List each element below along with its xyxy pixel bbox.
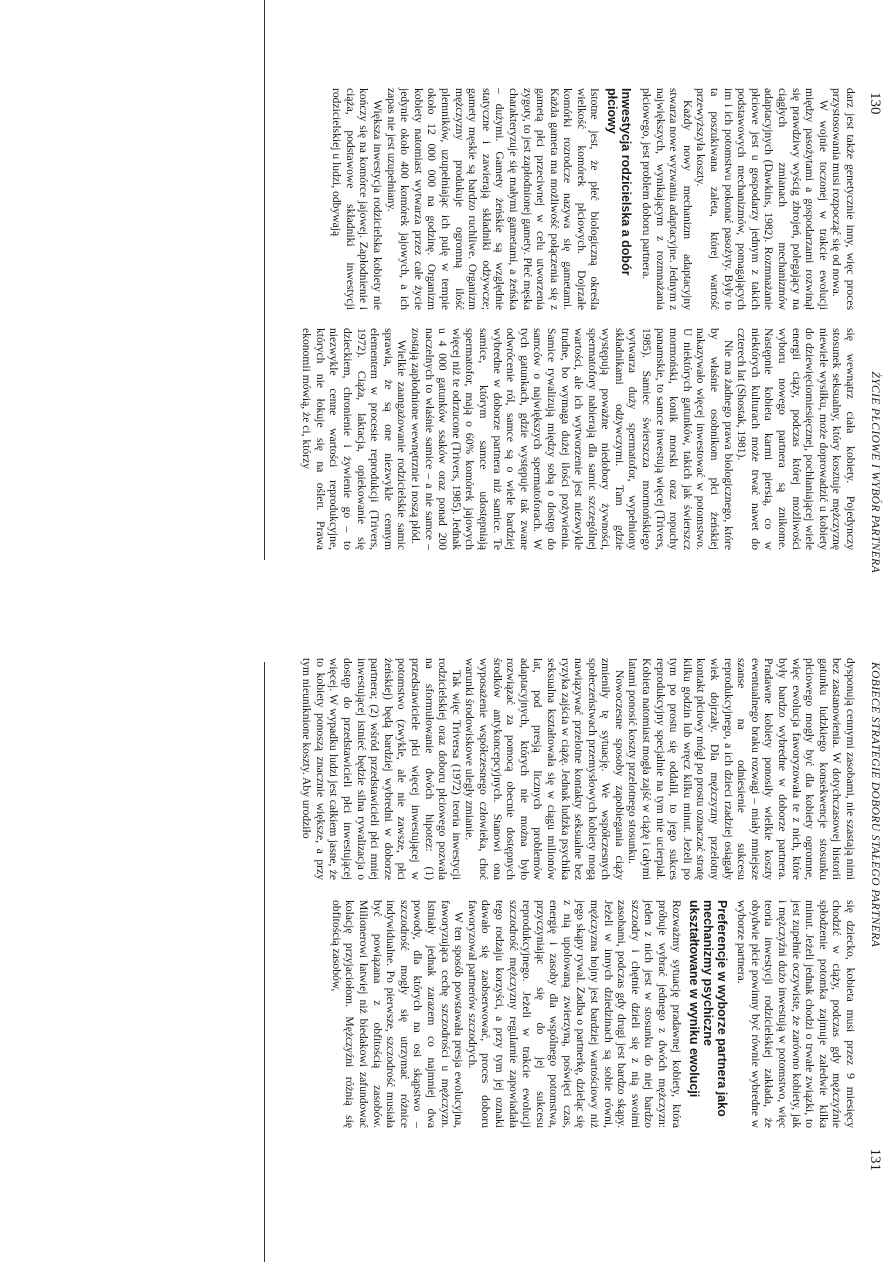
left-page bbox=[0, 0, 893, 631]
paragraph: Tak więc Triversa (1972) teoria inwestycji rodzicielskiej oraz doboru płciowego pozwala na sformułowanie dwóch hipotez: (1) przedstawiciele płci więcej inwestującej w potomstwo (zwykle, ale nie zawsze, płci żeńskiej) będą bardziej wybredni w doborze partnera; (2) wśród przedstawicieli płci mniej inwestującej istnieć będzie silna rywalizacja o dostęp do przedstawicieli płci inwestującej więcej. W wypadku ludzi jest całkiem jasne, że to kobiety ponoszą znacznie większe, a przy tym nieuniknione koszty. Aby urodziło bbox=[300, 658, 463, 880]
section-heading: Inwestycja rodzicielska a dobór płciowy bbox=[605, 88, 634, 276]
header-rule bbox=[264, 662, 265, 1262]
paragraph: darz jest także genetycznie inny, więc proces przystosowania musi rozpocząć się od nowa. bbox=[830, 88, 857, 310]
paragraph: W ten sposób powstawała presja ewolucyjna, faworyzująca cechę szczodrości u mężczyzn. Istniały jednak zarazem co najmniej dwa powody, dla których na osi skąpstwo – szczodrość mogły się utrzymać różnice indywidualne. Po pierwsze, szczodrość musiała być powiązana z obfitością zasobów. Milionerowi łatwiej niż biedakowi zafundować kolację przyjaciołom. Mężczyźni różnią się obfitością zasobów, bbox=[329, 900, 466, 1128]
paragraph: Wielkie zaangażowanie rodzicielskie samic sprawia, że są one niezwykle cennym elementem w procesie reprodukcji (Trivers, 1972). Ciąża, laktacja, opiekowanie się dzieckiem, chronienie i żywienie go – to niezwykle cenne wartości reprodukcyjne, których nie łokuje się na ośleп. Prawa ekonomii mówią, że ci, którzy bbox=[300, 328, 409, 550]
paragraph: Nie ma żadnego prawa biologicznego, które by właśnie osobnikom płci żeńskiej nakazywało więcej inwestować w potomstwo. U niektórych gatunków, takich jak świerszcz mormoński, konik morski oraz ropuchy panamskie, to samce inwestują więcej (Trivers, 1985). Samiec świerszcza mormońskiego wytwarza duży spermatofor, wypełniony składnikami odżywczymi. Tam gdzie występują poważne niedobory żywności, spermatofory nabierają dla samic szczególnej wartości, ale ich wytworzenie jest niezwykle trudne, bo wymaga dużej ilości pożywienia. Samice rywalizują między sobą o dostęp do samców o największych spermatoforach. W tych gatunkach, gdzie występuje tak zwane odwrócenie ról, samce są o wiele bardziej wybredne w doborze partnera niż samice. Te samice, którym samce udostępniają spermatofor, mają o 60% komórek jajowych więcej niż te odrzucone (Trivers, 1985). Jednak u 4 000 gatunków ssaków oraz ponad 200 naczelnych to właśnie samice – a nie samce – zostają zapłodnione wewnętrznie i noszą płód. bbox=[409, 328, 735, 550]
paragraph: Nowoczesne sposoby zapobiegania ciąży zmieniły tę sytuację. We współczesnych społeczeństwach przemysłowych kobiety mogą nawiązywać przelotne kontakty seksualne bez ryzyka zajścia w ciążę. Jednak ludzka psychika seksualna kształtowała się w ciągu milionów lat, pod presją licznych problemów adaptacyjnych, których nie można było rozwiązać za pomocą obecnie dostępnych środków antykoncepcyjnych. Stanowi ona wyposażenie współczesnego człowieka, choć warunki środowiskowe uległy zmianie. bbox=[463, 658, 626, 880]
right-page bbox=[0, 632, 893, 1263]
text-column bbox=[329, 900, 857, 1128]
page-number: 130 bbox=[867, 92, 883, 115]
paragraph: W wojnie toczonej w trakcie ewolucji między pasożytami a gospodarzami rozwinął się prawdziwy wyścig zbrojeń, polegający na ciągłych zmianach mechanizmów adaptacyjnych (Dawkins, 1982). Rozmnażanie płciowe jest u gospodarzy jednym z takich podstawowych mechanizmów, pomagających im i ich potomstwu pokonać pasożyty. Były to ta poszukiwana zaleta, której wartość przewyższyła koszty. bbox=[694, 88, 830, 310]
paragraph: się dziecko, kobieta musi przez 9 miesięcy chodzić w ciąży, podczas gdy mężczyźnie spłodzenie potomka zajmuje zaledwie kilka minut. Jeżeli jednak chodzi o trwałe związki, to jest zupełnie oczywiste, że zarówno kobiety, jak i mężczyźni dużo inwestują w potomstwo, więc teoria inwestycji rodzicielskiej zakłada, że obydwie płcie powinny być równie wybredne w wyborze partnera. bbox=[735, 900, 857, 1128]
text-column bbox=[300, 328, 857, 550]
header-rule bbox=[264, 0, 265, 560]
section-heading: Preferencje w wyborze partnera jako mechanizmy psychiczne ukształtowane w wyniku ewolucji bbox=[686, 900, 729, 1117]
paragraph: Istotne jest, że płeć biologiczną określa wielkość komórek płciowych. Dojrzałe komórki rozrodcze nazywa się gametami. Każda gameta ma możliwość połączenia się z gametą płci przeciwnej w celu utworzenia zygoty, to jest zapłodnionej gamety. Płeć męska charakteryzuje się małymi gametami, a żeńska – dużymi. Gamety żeńskie są względnie statyczne i zawierają składniki odżywcze; gamety męskie są bardzo ruchliwe. Organizm mężczyzny produkuje ogromną ilość plemników, uzupełniając ich pulę w tempie około 12 000 000 na godzinę. Organizm kobiety natomiast wytwarza przez całe życie jedynie około 400 komórek jajowych, a ich zapas nie jest uzupełniany. bbox=[384, 88, 602, 310]
paragraph: Większa inwestycja rodzicielska kobiety nie kończy się na komórce jajowej. Zapłodnienie i ciąża, podstawowe składniki inwestycji rodzicielskiej u ludzi, odbywają bbox=[330, 88, 384, 310]
running-head: KOBIECE STRATEGIE DOBORU STAŁEGO PARTNERA bbox=[869, 662, 881, 948]
page-number: 131 bbox=[867, 1148, 883, 1171]
text-column bbox=[330, 88, 857, 310]
paragraph: Rozważmy sytuację pradawnej kobiety, która próbuje wybrać jednego z dwóch mężczyzn: jeden z nich jest w stosunku do niej bardzo szczodry i chętnie dzieli się z nią swoimi zasobami, podczas gdy drugi jest bardzo skąpy. Jeżeli w innych dziedzinach są sobie równi, mężczyzna hojny jest bardziej wartościowy niż jego skąpy rywal. Zadba o partnerkę, dzieląc się z nią upolowaną zwierzyną, poświęci czas, energię i zasoby dla wspólnego potomstwa, przyczyniając się do jej sukcesu reprodukcyjnego. Jeżeli w trakcie ewolucji szczodrość mężczyzny regularnie zapowiadała tego rodzaju korzyści, a przy tym jej oznaki dawało się zaobserwować, proces doboru faworyzował partnerów szczodrych. bbox=[465, 900, 683, 1128]
paragraph: Każdy nowy mechanizm adaptacyjny stwarza nowe wyzwania adaptacyjne. Jednym z największych, wynikającym z rozmnażania płciowego, jest problem doboru partnera. bbox=[640, 88, 694, 310]
running-head: ŻYCIE PŁCIOWE I WYBÓR PARTNERA bbox=[869, 371, 881, 573]
text-column bbox=[300, 658, 857, 880]
paragraph: się wewnątrz ciała kobiety. Pojedynczy stosunek seksualny, który kosztuje mężczyznę niewiele wysiłku, może doprowadzić u kobiety do dziewięciomiesięcznej, pochłaniającej wiele energii ciąży, podczas której możliwości wyboru nowego partnera są znikome. Następnie kobieta karmi piersią, co w niektórych kulturach może trwać nawet do czterech lat (Shostak, 1981). bbox=[735, 328, 857, 550]
paragraph: dysponują cennymi zasobami, nie szastają nimi bez zastanowienia. W dotychczasowej historii gatunku ludzkiego konsekwencje stosunku płciowego mogły być dla kobiety ogromne, więc ewolucja faworyzowała te z nich, które były bardzo wybredne w doborze partnera. Pradawne kobiety ponosiły wielkie koszty ewentualnego braku rozwagi – miały mniejsze szanse na odniesienie sukcesu reprodukcyjnego, a ich dzieci rzadziej osiągały wiek dojrzały. Dla mężczyzny przelotny kontakt płciowy mógł po prostu oznaczać stratę kilku godzin lub wręcz kilku minut. Jeżeli po tym po prostu się oddalił, to jego sukces reprodukcyjny specjalnie na tym nie ucierpiał. Kobieta natomiast mogła zajść w ciążę i całymi latami ponosić koszty przelotnego stosunku. bbox=[626, 658, 857, 880]
